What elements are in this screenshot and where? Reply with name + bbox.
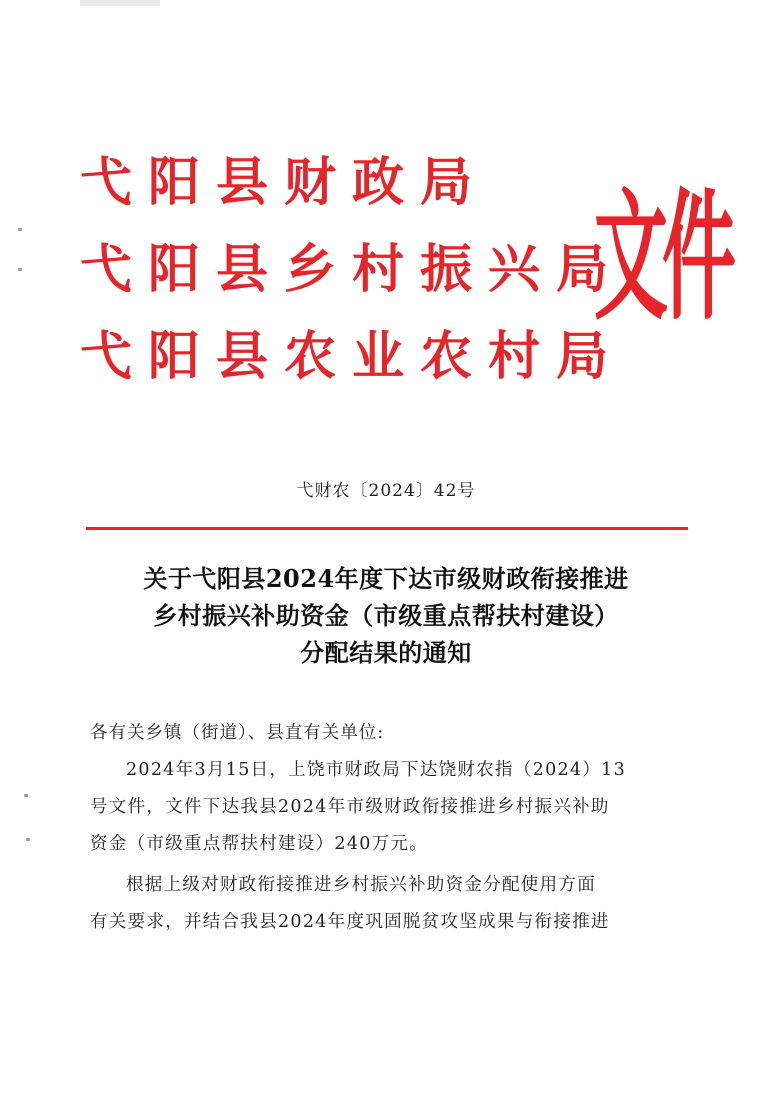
paragraph-line: 2024年3月15日，上饶市财政局下达饶财农指（2024）13 [126,760,627,780]
red-separator-line [86,527,688,530]
title-line: 乡村振兴补助资金（市级重点帮扶村建设） [153,601,619,630]
title-line: 分配结果的通知 [300,638,472,667]
scan-speck [24,794,28,797]
issuer-finance-bureau: 弋阳县财政局 [80,153,489,213]
document-type-label: 文件 [594,176,730,340]
paragraph-line: 根据上级对财政衔接推进乡村振兴补助资金分配使用方面 [126,875,596,895]
paragraph-line: 有关要求，并结合我县2024年度巩固脱贫攻坚成果与衔接推进 [90,912,610,932]
scan-speck [26,838,30,841]
title-line: 关于弋阳县2024年度下达市级财政衔接推进 [143,564,629,593]
document-body [90,718,690,941]
scan-speck [18,268,22,271]
document-number: 弋财农〔2024〕42号 [296,481,476,501]
paragraph-line: 资金（市级重点帮扶村建设）240万元。 [90,834,429,854]
scan-edge-mark [80,0,160,6]
issuer-agriculture-bureau: 弋阳县农业农村局 [80,327,625,387]
paragraph-line: 号文件，文件下达我县2024年市级财政衔接推进乡村振兴补助 [90,797,610,817]
scan-speck [18,228,22,231]
salutation: 各有关乡镇（街道）、县直有关单位: [90,723,385,743]
issuing-organs [80,140,625,401]
issuer-rural-revitalization-bureau: 弋阳县乡村振兴局 [80,240,625,300]
document-title [90,560,682,671]
